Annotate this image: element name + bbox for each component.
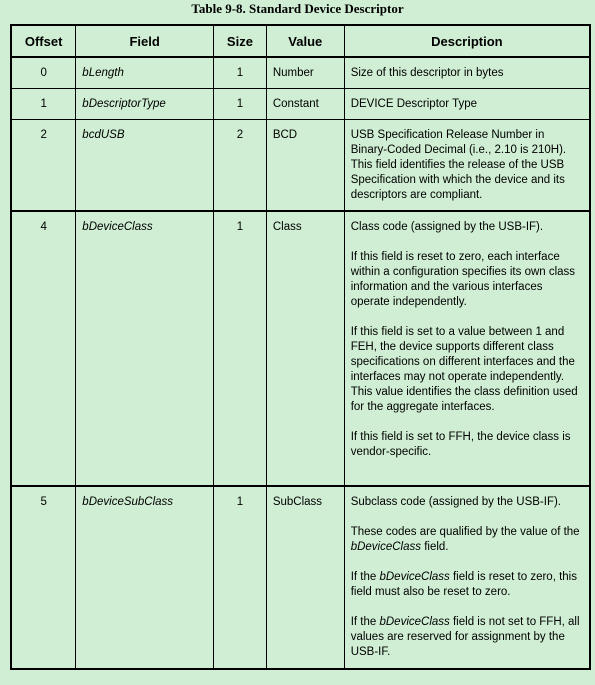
table-row bbox=[11, 119, 590, 211]
description-paragraph bbox=[351, 525, 583, 555]
header-offset: Offset bbox=[11, 25, 76, 57]
description-text: If the bbox=[350, 616, 380, 628]
device-descriptor-table bbox=[10, 24, 591, 670]
description-paragraph: USB Specification Release Number in Binary-Coded Decimal (i.e., 2.10 is 210H). This field identifies the release of the USB Specification with which the device and its descriptors are compliant. bbox=[350, 128, 567, 201]
description-text: If the bbox=[350, 571, 380, 583]
description-text: field is not set to FFH, all values are reserved for assignment by the USB-IF. bbox=[350, 616, 580, 658]
description-paragraph: If this field is set to FFH, the device class is vendor-specific. bbox=[350, 431, 571, 458]
description-text: field is reset to zero, this field must also be reset to zero. bbox=[350, 571, 577, 598]
table-caption: Table 9-8. Standard Device Descriptor bbox=[191, 1, 404, 16]
value-cell: BCD bbox=[266, 119, 344, 211]
header-value: Value bbox=[266, 25, 344, 57]
table-row bbox=[11, 211, 590, 486]
size-cell: 1 bbox=[214, 88, 267, 119]
description-cell bbox=[344, 119, 590, 211]
size-cell: 1 bbox=[214, 211, 267, 486]
description-paragraph: Class code (assigned by the USB-IF). bbox=[350, 221, 544, 233]
value-cell: SubClass bbox=[266, 486, 344, 669]
table-row bbox=[11, 486, 590, 669]
header-description: Description bbox=[344, 25, 590, 57]
description-paragraph bbox=[351, 615, 583, 660]
field-reference: bDeviceClass bbox=[379, 571, 450, 583]
table-row bbox=[11, 57, 590, 88]
offset-cell: 2 bbox=[11, 119, 76, 211]
size-cell: 2 bbox=[214, 119, 267, 211]
field-cell: bDeviceSubClass bbox=[76, 486, 214, 669]
offset-cell: 0 bbox=[11, 57, 76, 88]
description-cell bbox=[344, 486, 590, 669]
description-paragraph: DEVICE Descriptor Type bbox=[350, 97, 478, 110]
value-cell: Constant bbox=[266, 88, 344, 119]
description-text: These codes are qualified by the value of the bbox=[350, 526, 580, 538]
description-cell bbox=[344, 211, 590, 486]
description-paragraph bbox=[351, 570, 583, 600]
description-paragraph: If this field is set to a value between 1 and FEH, the device supports different class specifications on different interfaces and the interfaces may not operate independently. This value identifies the class definition used for the aggregate interfaces. bbox=[350, 326, 578, 413]
size-cell: 1 bbox=[214, 486, 267, 669]
description-text: field. bbox=[421, 541, 449, 553]
offset-cell: 1 bbox=[11, 88, 76, 119]
description-cell bbox=[344, 57, 590, 88]
field-cell: bLength bbox=[76, 57, 214, 88]
description-paragraph: If this field is reset to zero, each interface within a configuration specifies its own class information and the various interfaces operate independently. bbox=[350, 251, 576, 308]
size-cell: 1 bbox=[214, 57, 267, 88]
description-cell bbox=[344, 88, 590, 119]
field-cell: bDeviceClass bbox=[76, 211, 214, 486]
header-row bbox=[11, 25, 590, 57]
offset-cell: 4 bbox=[11, 211, 76, 486]
table-row bbox=[11, 88, 590, 119]
field-reference: bDeviceClass bbox=[350, 541, 422, 553]
description-paragraph: Size of this descriptor in bytes bbox=[350, 67, 504, 79]
description-paragraph: Subclass code (assigned by the USB-IF). bbox=[350, 496, 561, 508]
field-cell: bDescriptorType bbox=[76, 88, 214, 119]
offset-cell: 5 bbox=[11, 486, 76, 669]
header-size: Size bbox=[214, 25, 267, 57]
header-field: Field bbox=[76, 25, 214, 57]
field-cell: bcdUSB bbox=[76, 119, 214, 211]
value-cell: Class bbox=[266, 211, 344, 486]
value-cell: Number bbox=[266, 57, 344, 88]
field-reference: bDeviceClass bbox=[379, 616, 450, 628]
